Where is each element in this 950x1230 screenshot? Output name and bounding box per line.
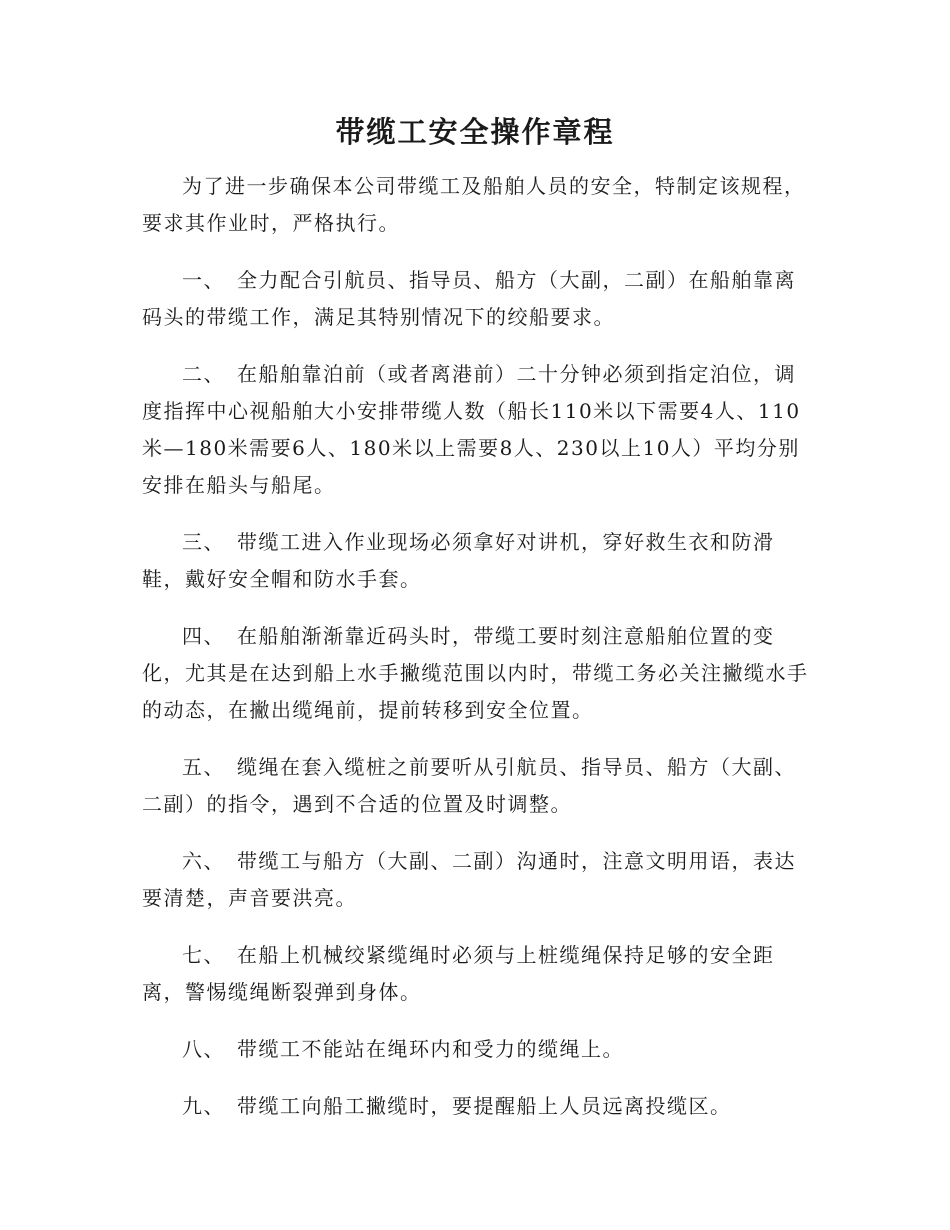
- rule-text: 缆绳在套入缆桩之前要听从引航员、指导员、船方（大副、二副）的指令，遇到不合适的位置及时调整。: [142, 755, 796, 816]
- document-title: 带缆工安全操作章程: [335, 115, 615, 149]
- rule-item-9: [142, 1088, 810, 1125]
- rule-number: 八、: [182, 1037, 225, 1061]
- rule-item-3: [142, 524, 810, 598]
- rule-number: 三、: [182, 530, 225, 554]
- rule-text: 在船上机械绞紧缆绳时必须与上桩缆绳保持足够的安全距离，警惕缆绳断裂弹到身体。: [142, 943, 775, 1004]
- rule-text: 带缆工不能站在绳环内和受力的缆绳上。: [237, 1037, 624, 1061]
- rule-number: 五、: [182, 755, 225, 779]
- rule-text: 带缆工与船方（大副、二副）沟通时，注意文明用语，表达要清楚，声音要洪亮。: [142, 849, 796, 910]
- rule-text: 带缆工进入作业现场必须拿好对讲机，穿好救生衣和防滑鞋，戴好安全帽和防水手套。: [142, 530, 775, 591]
- intro-paragraph: 为了进一步确保本公司带缆工及船舶人员的安全，特制定该规程，要求其作业时，严格执行。: [142, 174, 806, 235]
- document-body: [142, 168, 810, 1145]
- rule-number: 六、: [182, 849, 225, 873]
- rule-item-6: [142, 843, 810, 917]
- rule-text: 在船舶靠泊前（或者离港前）二十分钟必须到指定泊位，调度指挥中心视船舶大小安排带缆人数（船长110米以下需要4人、110米—180米需要6人、180米以上需要8人、230以上10人）平均分别安排在船头与船尾。: [142, 362, 801, 497]
- rule-item-5: [142, 749, 810, 823]
- rule-number: 九、: [182, 1094, 225, 1118]
- rule-item-7: [142, 937, 810, 1011]
- rule-item-8: [142, 1031, 810, 1068]
- rule-number: 二、: [182, 362, 225, 386]
- rule-text: 全力配合引航员、指导员、船方（大副，二副）在船舶靠离码头的带缆工作，满足其特别情况下的绞船要求。: [142, 268, 796, 329]
- rule-number: 七、: [182, 943, 225, 967]
- rule-item-1: [142, 262, 810, 336]
- rule-text: 在船舶渐渐靠近码头时，带缆工要时刻注意船舶位置的变化，尤其是在达到船上水手撇缆范围以内时，带缆工务必关注撇缆水手的动态，在撇出缆绳前，提前转移到安全位置。: [142, 624, 809, 722]
- rule-number: 一、: [182, 268, 225, 292]
- rule-item-2: [142, 356, 810, 504]
- rule-text: 带缆工向船工撇缆时，要提醒船上人员远离投缆区。: [237, 1094, 732, 1118]
- rule-number: 四、: [182, 624, 225, 648]
- rule-item-4: [142, 618, 810, 729]
